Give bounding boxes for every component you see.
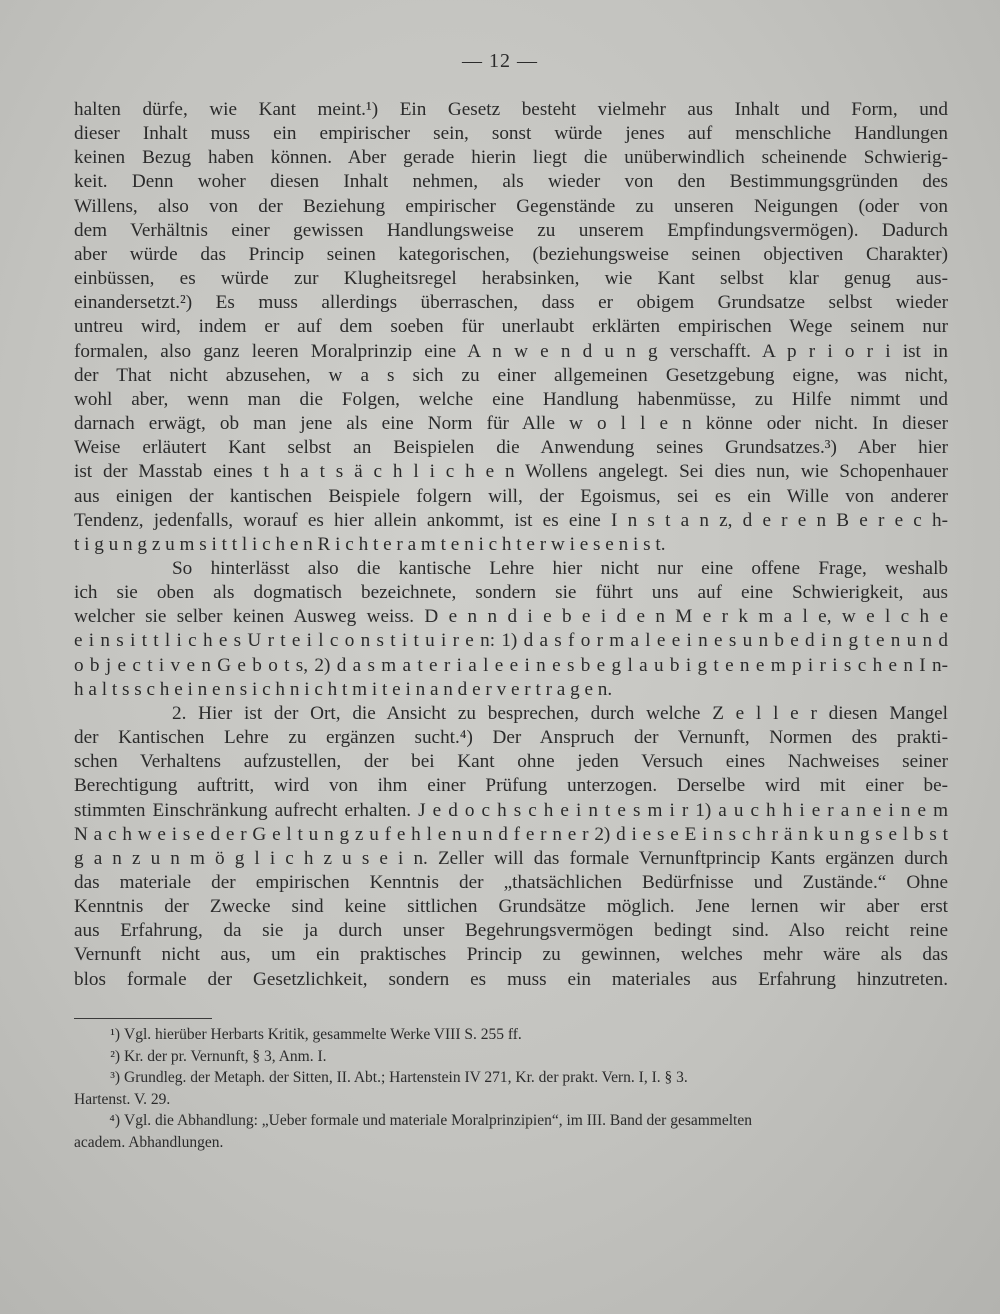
text-line: g a n z u n m ö g l i c h z u s e i n. Zeller will das formale Vernunftprincip Kants ergänzen durch — [74, 847, 948, 869]
text-line: ich sie oben als dogmatisch bezeichnete, sondern sie führt uns auf eine Schwierigkeit, aus — [74, 582, 948, 604]
footnote-text: Vgl. die Abhandlung: „Ueber formale und materiale Moralprinzipien“, im III. Band der gesammelten — [124, 1112, 752, 1129]
footnote-divider — [74, 1018, 212, 1019]
footnote-text: Vgl. hierüber Herbarts Kritik, gesammelte Werke VIII S. 255 ff. — [124, 1026, 522, 1043]
footnote-mark: ³) — [110, 1069, 120, 1086]
footnote-mark: ⁴) — [109, 1112, 120, 1129]
text-line: Tendenz, jedenfalls, worauf es hier allein ankommt, ist es eine I n s t a n z, d e r e n B e r e c h- — [74, 509, 948, 531]
text-line: t i g u n g z u m s i t t l i c h e n R i c h t e r a m t e n i c h t e r w i e s e n i s t. — [74, 533, 666, 555]
footnote-2 — [74, 1046, 948, 1068]
text-line: Willens, also von der Beziehung empirischer Gegenstände zu unseren Neigungen (oder von — [74, 195, 948, 217]
footnote-4 — [74, 1110, 948, 1132]
footnote-text: Grundleg. der Metaph. der Sitten, II. Abt.; Hartenstein IV 271, Kr. der prakt. Vern. I, I. § 3. — [124, 1069, 688, 1086]
footnote-3 — [74, 1067, 948, 1089]
text-line: stimmten Einschränkung aufrecht erhalten. J e d o c h s c h e i n t e s m i r 1) a u c h h i e r a n e i n e m — [74, 799, 948, 821]
text-line: 2. Hier ist der Ort, die Ansicht zu besprechen, durch welche Z e l l e r diesen Mangel — [172, 702, 948, 724]
text-line: keit. Denn woher diesen Inhalt nehmen, als wieder von den Bestimmungsgründen des — [74, 171, 948, 193]
body-text — [74, 98, 948, 992]
footnote-3-continued: Hartenst. V. 29. — [74, 1090, 171, 1108]
text-line: Kenntnis der Zwecke sind keine sittlichen Grundsätze möglich. Jene lernen wir aber erst — [74, 896, 948, 918]
footnote-text: Kr. der pr. Vernunft, § 3, Anm. I. — [124, 1047, 327, 1065]
text-line: formalen, also ganz leeren Moralprinzip eine A n w e n d u n g verschafft. A p r i o r i ist in — [74, 340, 948, 362]
footnote-1 — [74, 1024, 948, 1046]
text-line: welcher sie selber keinen Ausweg weiss. D e n n d i e b e i d e n M e r k m a l e, w e l c h e — [74, 606, 948, 628]
text-line: aus Erfahrung, da sie ja durch unser Begehrungsvermögen bedingt sind. Also reicht reine — [74, 920, 948, 942]
text-line: e i n s i t t l i c h e s U r t e i l c o n s t i t u i r e n: 1) d a s f o r m a l e e i n e s u n b e d i n g t e n u n d — [74, 630, 948, 652]
text-line: N a c h w e i s e d e r G e l t u n g z u f e h l e n u n d f e r n e r 2) d i e s e E i n s c h r ä n k u n g s e l b s t — [74, 823, 948, 845]
text-line: halten dürfe, wie Kant meint.¹) Ein Gesetz besteht vielmehr aus Inhalt und Form, und — [74, 99, 948, 120]
text-line: o b j e c t i v e n G e b o t s, 2) d a s m a t e r i a l e e i n e s b e g l a u b i g t e n e m p i r i s c h e n I n- — [74, 654, 948, 676]
text-line: ist der Masstab eines t h a t s ä c h l i c h e n Wollens angelegt. Sei dies nun, wie Schopenhauer — [74, 461, 948, 483]
footnotes — [74, 1024, 948, 1153]
text-line: Vernunft nicht aus, um ein praktisches Princip zu gewinnen, welches mehr wäre als das — [74, 944, 948, 966]
page-number: — 12 — — [462, 50, 538, 72]
footnote-4-continued: academ. Abhandlungen. — [74, 1133, 224, 1151]
text-line: einandersetzt.²) Es muss allerdings überraschen, dass er obigem Grundsatze selbst wieder — [74, 292, 948, 314]
footnote-mark: ¹) — [110, 1026, 120, 1043]
text-line: dieser Inhalt muss ein empirischer sein, sonst würde jenes auf menschliche Handlungen — [74, 123, 948, 145]
text-line: Berechtigung auftritt, wird von ihm einer Prüfung unterzogen. Derselbe wird mit einer be- — [74, 775, 948, 797]
text-line: Weise erläutert Kant selbst an Beispielen die Anwendung seines Grundsatzes.³) Aber hier — [74, 437, 948, 459]
text-line: blos formale der Gesetzlichkeit, sondern es muss ein materiales aus Erfahrung hinzutreten. — [74, 968, 948, 990]
text-line: So hinterlässt also die kantische Lehre hier nicht nur eine offene Frage, weshalb — [172, 557, 948, 579]
text-line: wohl aber, wenn man die Folgen, welche eine Handlung habenmüsse, zu Hilfe nimmt und — [74, 388, 948, 410]
text-line: keinen Bezug haben können. Aber gerade hierin liegt die unüberwindlich scheinende Schwierig- — [74, 147, 948, 169]
text-line: aus einigen der kantischen Beispiele folgern will, der Egoismus, sei es ein Wille von anderer — [74, 485, 948, 507]
footnote-mark: ²) — [110, 1047, 120, 1065]
text-line: darnach erwägt, ob man jene als eine Norm für Alle w o l l e n könne oder nicht. In dieser — [74, 413, 948, 435]
text-line: der Kantischen Lehre zu ergänzen sucht.⁴) Der Anspruch der Vernunft, Normen des prakti- — [74, 727, 948, 749]
text-line: aber würde das Princip seinen kategorischen, (beziehungsweise seinen objectiven Charakter) — [74, 243, 948, 265]
text-line: das materiale der empirischen Kenntnis der „thatsächlichen Bedürfnisse und Zustände.“ Ohne — [74, 872, 948, 893]
text-line: h a l t s s c h e i n e n s i c h n i c h t m i t e i n a n d e r v e r t r a g e n. — [74, 678, 613, 700]
text-line: schen Verhaltens aufzustellen, der bei Kant ohne jeden Versuch eines Nachweises seiner — [74, 751, 948, 773]
text-line: einbüssen, es würde zur Klugheitsregel herabsinken, wie Kant selbst klar genug aus- — [74, 268, 948, 290]
text-line: dem Verhältnis einer gewissen Handlungsweise zu unserem Empfindungsvermögen). Dadurch — [74, 219, 948, 241]
text-line: untreu wird, indem er auf dem soeben für unerlaubt erklärten empirischen Wege seinem nur — [74, 316, 948, 338]
text-line: der That nicht abzusehen, w a s sich zu einer allgemeinen Gesetzgebung eigne, was nicht, — [74, 364, 948, 386]
